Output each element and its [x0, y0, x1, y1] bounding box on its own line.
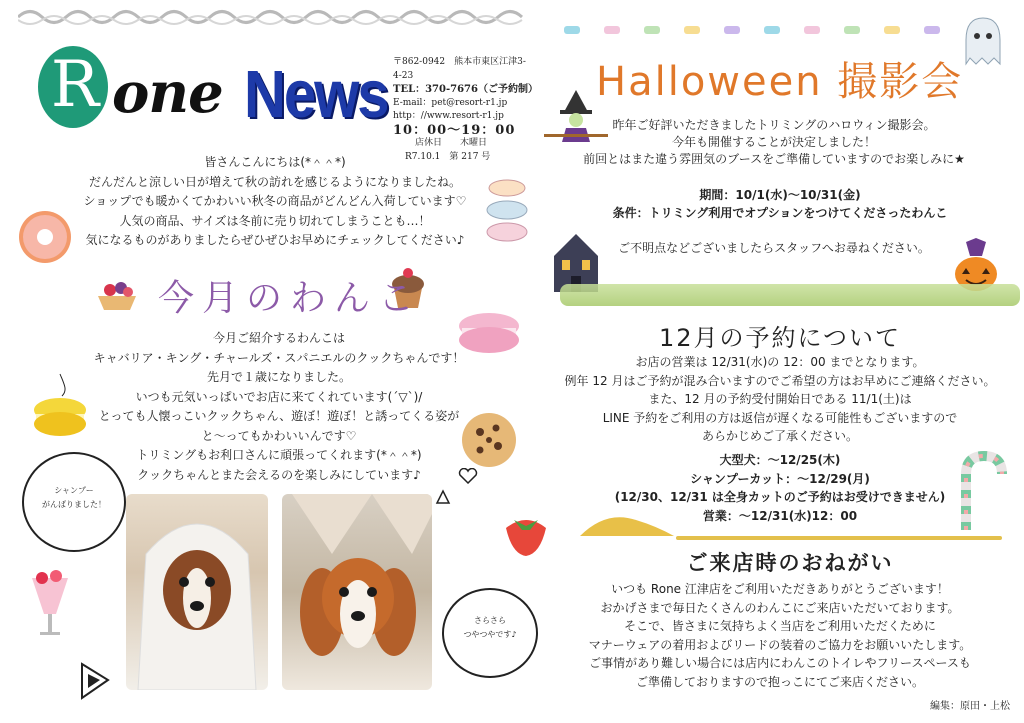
dog-photo-decor — [282, 494, 432, 690]
greeting-text — [40, 153, 510, 251]
greeting-line: 人気の商品、サイズは冬前に売り切れてしまうことも…！ — [119, 213, 431, 228]
candy-garland — [564, 24, 954, 36]
bubble-line: がんばりました！ — [42, 500, 106, 509]
wanko-line: と～ってもかわいいんです♡ — [201, 428, 357, 443]
request-line: マナーウェアの着用およびリードの装着のご協力をお願いいたします。 — [588, 637, 972, 652]
website-url: http：//www.resort-r1.jp — [393, 111, 504, 121]
postal-address: 〒862-0942 熊本市東区江津3-4-23 — [393, 57, 526, 81]
bubble-line: さらさら — [474, 616, 506, 625]
candy-cane-icon — [954, 450, 1014, 534]
wanko-line: とっても人懐っこいクックちゃん、遊ぼ！遊ぼ！と誘ってくる姿が — [98, 409, 460, 423]
speech-bubble-left — [22, 452, 126, 552]
donut-icon — [16, 208, 74, 266]
triangle-deco-icon — [78, 660, 114, 702]
request-line: ご事情があり難しい場合には店内にわんこのトイレやフリースペースも — [589, 656, 971, 670]
bubble-line: シャンプー — [54, 486, 94, 495]
december-line: LINE 予約をご利用の方は返信が遅くなる可能性もございますので — [602, 410, 958, 425]
request-line: そこで、皆さまに気持ちよく当店をご利用いただくために — [624, 619, 936, 633]
gold-divider — [676, 536, 1002, 540]
lace-border — [18, 6, 526, 28]
parfait-icon — [26, 570, 74, 640]
request-line: おかげさまで毎日たくさんのわんこにご来店いただいております。 — [600, 600, 960, 615]
bubble-line: つやつやです♪ — [463, 630, 517, 639]
december-line: 例年 12 月はご予約が混み合いますのでご希望の方はお早めにご連絡ください。 — [564, 373, 996, 388]
flying-witch-icon — [576, 506, 676, 540]
wanko-line: 今月ご紹介するわんこは — [212, 331, 345, 345]
wanko-title: 今月のわんこ — [158, 278, 423, 319]
schedule-line: 大型犬：～12/25(木) — [719, 453, 841, 467]
speech-bubble-right — [442, 588, 538, 678]
december-line: また、12 月の予約受付開始日である 11/1(土)は — [648, 392, 912, 406]
december-title: 12月の予約について — [658, 324, 902, 352]
halloween-condition: 条件：トリミング利用でオプションをつけてくださったわんこ — [612, 206, 948, 220]
schedule-line: シャンプーカット：～12/29(月) — [690, 471, 870, 486]
halloween-period: 期間：10/1(水)～10/31(金) — [699, 188, 861, 202]
wanko-line: クックちゃんとまた会えるのを楽しみにしています♪ — [137, 467, 421, 482]
tart-icon — [94, 270, 140, 314]
logo-news: News — [244, 57, 388, 132]
halloween-title: Halloween 撮影会 — [596, 59, 964, 105]
logo-one: one — [112, 60, 223, 126]
sparkle-icon — [434, 488, 452, 506]
halloween-line: 前回とはまた違う雰囲気のブースをご準備していますのでお楽しみに★ — [583, 152, 965, 166]
greeting-line: 皆さんこんにちは(*＾＾*) — [204, 155, 346, 169]
greeting-line: 気になるものがありましたらぜひぜひお早めにチェックしてください♪ — [85, 233, 465, 247]
closed-day: 店休日 木曜日 — [415, 138, 488, 148]
wanko-line: いつも元気いっぱいでお店に来てくれています(´▽`)/ — [135, 389, 423, 404]
grass-divider — [560, 284, 1020, 306]
wanko-line: トリミングもお利口さんに頑張ってくれます(*＾＾*) — [136, 448, 422, 462]
request-line: いつも Rone 江津店をご利用いただきありがとうございます！ — [611, 582, 949, 596]
request-title: ご来店時のおねがい — [686, 551, 894, 575]
wanko-line: キャバリア・キング・チャールズ・スパニエルのクックちゃんです！ — [93, 350, 465, 365]
wanko-text — [44, 329, 514, 485]
greeting-line: だんだんと涼しい日が増えて秋の訪れを感じるようになりましたね。 — [88, 174, 461, 189]
halloween-line: 昨年ご好評いただきましたトリミングのハロウィン撮影会。 — [612, 118, 936, 132]
heart-icon — [458, 468, 478, 484]
teacups-icon — [482, 170, 532, 248]
greeting-line: ショップでも暖かくてかわいい秋冬の商品がどんどん入荷しています♡ — [83, 194, 467, 208]
business-hours: 10：00～19：00 — [393, 122, 516, 138]
halloween-text — [574, 117, 974, 168]
phone-number: TEL：370-7676（ご予約制） — [393, 84, 538, 95]
issue-number: R7.10.1 第 217 号 — [405, 151, 491, 162]
ghost-icon — [960, 14, 1006, 70]
request-text — [560, 580, 1000, 691]
halloween-ask: ご不明点などございましたらスタッフへお尋ねください。 — [618, 241, 930, 255]
request-line: ご準備しておりますので抱っこにてご来店ください。 — [635, 674, 924, 689]
schedule-line: 営業：～12/31(水)12：00 — [702, 508, 858, 523]
december-line: あらかじめご了承ください。 — [701, 429, 858, 443]
december-text — [560, 353, 1000, 446]
editors-credit: 編集：原田・上松 — [930, 701, 1010, 712]
email-address: E-mail：pet@resort-r1.jp — [393, 97, 508, 108]
dog-photo-towel — [126, 494, 268, 690]
wanko-line: 先月で１歳になりました。 — [206, 370, 351, 384]
halloween-conditions — [560, 186, 1000, 222]
logo-r: R — [50, 48, 100, 122]
december-line: お店の営業は 12/31(水)の 12：00 までとなります。 — [635, 355, 925, 369]
schedule-line: (12/30、12/31 は全身カットのご予約はお受けできません) — [614, 490, 946, 504]
strawberry-icon — [500, 508, 552, 558]
halloween-line: 今年も開催することが決定しました！ — [671, 135, 876, 149]
shop-info — [393, 56, 538, 164]
